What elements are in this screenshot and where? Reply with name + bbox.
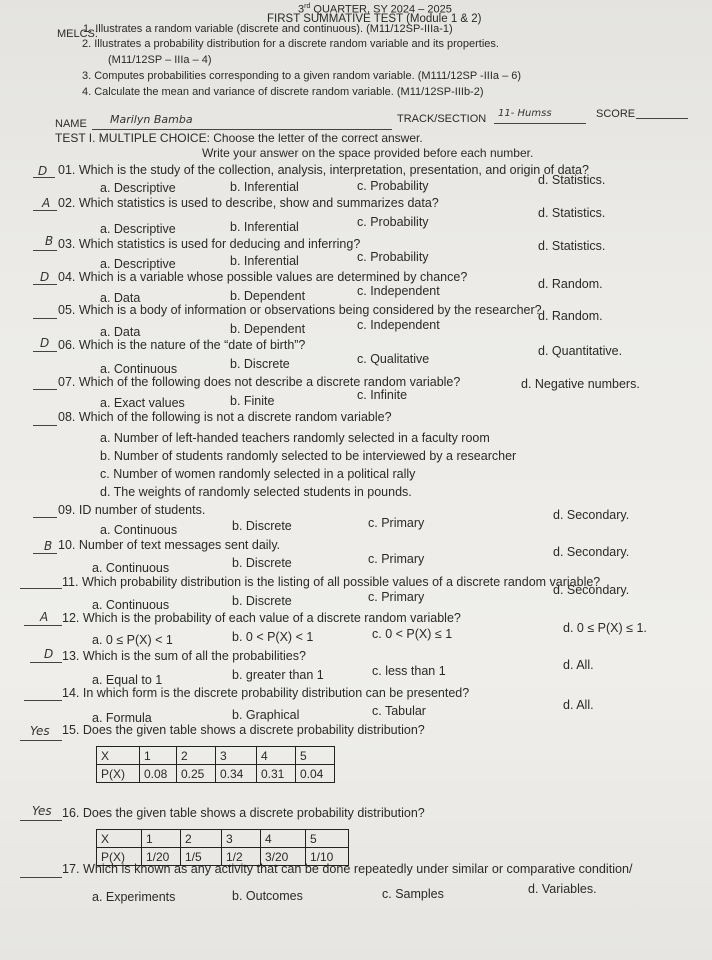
table-cell: 2 [177, 747, 216, 765]
choice-c: c. Probability [357, 215, 429, 229]
choice-b: b. Number of students randomly selected to be interviewed by a researcher [100, 449, 517, 463]
table-header-x: X [97, 830, 142, 848]
choice-c: c. Primary [368, 590, 425, 604]
choice-d: d. Negative numbers. [521, 377, 640, 391]
table-cell: 5 [296, 747, 335, 765]
choice-a: a. Continuous [92, 598, 170, 612]
choice-a: a. Continuous [100, 523, 178, 537]
choice-c: c. Primary [368, 516, 425, 530]
choice-d: d. Statistics. [538, 173, 606, 187]
answer-blank[interactable] [20, 740, 62, 741]
answer-blank[interactable] [33, 284, 57, 285]
table-cell: 1/2 [222, 848, 261, 866]
name-value[interactable]: Marilyn Bamba [110, 113, 193, 126]
answer-blank[interactable] [33, 351, 57, 352]
answer-15[interactable]: Yes [30, 724, 50, 738]
name-line [92, 129, 392, 130]
track-line [494, 123, 586, 124]
table-cell: 2 [181, 830, 222, 848]
melc-4: 4. Calculate the mean and variance of discrete random variable. (M11/12SP-IIIb-2) [82, 86, 484, 98]
choice-d: d. Statistics. [538, 239, 606, 253]
question-02: 02. Which statistics is used to describe, show and summarizes data? [58, 196, 439, 210]
answer-04[interactable]: D [40, 270, 50, 284]
answer-blank[interactable] [24, 625, 62, 626]
melc-3: 3. Computes probabilities corresponding to a given random variable. (M111/12SP -IIIa – 6) [82, 70, 522, 82]
answer-01[interactable]: D [38, 164, 48, 178]
choice-c: c. Qualitative [357, 352, 430, 366]
answer-10[interactable]: B [44, 539, 53, 553]
choice-d: d. All. [563, 658, 594, 672]
choice-a: a. Descriptive [100, 222, 176, 236]
choice-b: b. 0 < P(X) < 1 [232, 630, 314, 644]
table-cell: 0.31 [257, 765, 296, 783]
table-cell: 3/20 [261, 848, 306, 866]
name-label: NAME [55, 118, 87, 130]
choice-c: c. less than 1 [372, 664, 446, 678]
choice-c: c. Independent [357, 318, 440, 332]
table-cell: 1/10 [306, 848, 349, 866]
table-cell: 3 [222, 830, 261, 848]
choice-c: c. Samples [382, 887, 444, 901]
choice-a: a. Experiments [92, 890, 176, 904]
table-cell: 0.08 [140, 765, 177, 783]
question-08: 08. Which of the following is not a discrete random variable? [58, 410, 392, 424]
choice-d: d. Statistics. [538, 206, 606, 220]
question-11: 11. Which probability distribution is the listing of all possible values of a discrete random variable? [62, 575, 601, 589]
question-03: 03. Which statistics is used for deducing and inferring? [58, 237, 361, 251]
test-heading: TEST I. MULTIPLE CHOICE: Choose the letter of the correct answer. [55, 131, 423, 145]
question-12: 12. Which is the probability of each value of a discrete random variable? [62, 611, 461, 625]
choice-b: b. Inferential [230, 254, 299, 268]
choice-d: d. Quantitative. [538, 344, 623, 358]
table-cell: 1 [140, 747, 177, 765]
question-16: 16. Does the given table shows a discrete probability distribution? [62, 806, 425, 820]
table-cell: 0.04 [296, 765, 335, 783]
answer-blank[interactable] [20, 588, 62, 589]
choice-c: c. 0 < P(X) ≤ 1 [372, 627, 453, 641]
answer-16[interactable]: Yes [32, 804, 52, 818]
answer-13[interactable]: D [44, 647, 54, 661]
answer-12[interactable]: A [40, 610, 49, 624]
question-15: 15. Does the given table shows a discrete probability distribution? [62, 723, 425, 737]
melcs-label: MELCS: [57, 28, 98, 40]
question-13: 13. Which is the sum of all the probabilities? [62, 649, 306, 663]
melc-1: 1. Illustrates a random variable (discrete and continuous). (M11/12SP-IIIa-1) [83, 23, 453, 35]
choice-c: c. Primary [368, 552, 425, 566]
answer-blank[interactable] [20, 820, 62, 821]
choice-a: a. Number of left-handed teachers randomly selected in a faculty room [100, 431, 490, 445]
answer-blank[interactable] [33, 250, 57, 251]
choice-c: c. Infinite [357, 388, 408, 402]
answer-blank[interactable] [33, 553, 57, 554]
choice-d: d. Variables. [528, 882, 597, 896]
choice-b: b. Discrete [232, 594, 292, 608]
test-title: FIRST SUMMATIVE TEST (Module 1 & 2) [267, 13, 482, 25]
choice-a: a. Continuous [92, 561, 170, 575]
answer-02[interactable]: A [42, 196, 51, 210]
choice-c: c. Tabular [372, 704, 426, 718]
choice-b: b. greater than 1 [232, 668, 324, 682]
melc-2: 2. Illustrates a probability distribution for a discrete random variable and its properties. [82, 38, 499, 50]
choice-d: d. All. [563, 698, 594, 712]
question-09: 09. ID number of students. [58, 503, 206, 517]
choice-b: b. Discrete [230, 357, 290, 371]
choice-b: b. Dependent [230, 289, 306, 303]
choice-d: d. Secondary. [553, 508, 630, 522]
choice-c: c. Probability [357, 179, 429, 193]
choice-a: a. Formula [92, 711, 152, 725]
table-header-x: X [97, 747, 140, 765]
question-07: 07. Which of the following does not describe a discrete random variable? [58, 375, 461, 389]
answer-blank[interactable] [33, 210, 57, 211]
choice-a: a. Continuous [100, 362, 178, 376]
choice-a: a. Data [100, 291, 141, 305]
answer-blank[interactable] [24, 700, 62, 701]
question-01: 01. Which is the study of the collection, analysis, interpretation, presentation, and origin of data? [58, 163, 589, 177]
choice-a: a. 0 ≤ P(X) < 1 [92, 633, 173, 647]
table-cell: 4 [261, 830, 306, 848]
choice-c: c. Probability [357, 250, 429, 264]
choice-d: d. Secondary. [553, 545, 630, 559]
answer-blank[interactable] [20, 877, 62, 878]
table-cell: 0.34 [216, 765, 257, 783]
answer-blank[interactable] [33, 318, 57, 319]
table-cell: 1 [142, 830, 181, 848]
test-subheading: Write your answer on the space provided before each number. [202, 146, 534, 160]
choice-c: c. Number of women randomly selected in a political rally [100, 467, 416, 481]
answer-blank[interactable] [33, 517, 57, 518]
choice-b: b. Discrete [232, 519, 292, 533]
answer-blank[interactable] [30, 662, 62, 663]
question-04: 04. Which is a variable whose possible values are determined by chance? [58, 270, 468, 284]
choice-d: d. Random. [538, 309, 603, 323]
choice-d: d. The weights of randomly selected students in pounds. [100, 485, 412, 499]
choice-a: a. Descriptive [100, 181, 176, 195]
choice-b: b. Outcomes [232, 889, 303, 903]
melc-2b: (M11/12SP – IIIa – 4) [108, 54, 212, 66]
probability-table-16 [96, 829, 349, 866]
choice-b: b. Inferential [230, 180, 299, 194]
choice-b: b. Inferential [230, 220, 299, 234]
question-06: 06. Which is the nature of the “date of birth”? [58, 338, 306, 352]
choice-a: a. Exact values [100, 396, 185, 410]
score-label: SCORE [596, 108, 636, 120]
table-cell: 1/20 [142, 848, 181, 866]
track-label: TRACK/SECTION [397, 113, 487, 125]
choice-b: b. Graphical [232, 708, 300, 722]
choice-b: b. Finite [230, 394, 275, 408]
table-cell: 5 [306, 830, 349, 848]
table-cell: 3 [216, 747, 257, 765]
question-17: 17. Which is known as any activity that can be done repeatedly under similar or comparative condition/ [62, 862, 633, 876]
choice-a: a. Descriptive [100, 257, 176, 271]
question-10: 10. Number of text messages sent daily. [58, 538, 281, 552]
table-header-p: P(X) [97, 848, 142, 866]
choice-a: a. Data [100, 325, 141, 339]
answer-06[interactable]: D [40, 336, 50, 350]
choice-d: d. Random. [538, 277, 603, 291]
choice-b: b. Dependent [230, 322, 306, 336]
choice-c: c. Independent [357, 284, 440, 298]
quarter-line: 3rd QUARTER, SY 2024 – 2025 [298, 3, 452, 16]
question-05: 05. Which is a body of information or observations being considered by the researcher? [58, 303, 542, 317]
probability-table-15 [96, 746, 335, 783]
answer-03[interactable]: B [45, 234, 54, 248]
score-line [636, 118, 688, 119]
choice-d: d. 0 ≤ P(X) ≤ 1. [563, 621, 647, 635]
track-value[interactable]: 11- Humss [498, 108, 552, 119]
table-cell: 4 [257, 747, 296, 765]
table-header-p: P(X) [97, 765, 140, 783]
choice-d: d. Secondary. [553, 583, 630, 597]
table-cell: 0.25 [177, 765, 216, 783]
answer-blank[interactable] [33, 389, 57, 390]
question-14: 14. In which form is the discrete probability distribution can be presented? [62, 686, 470, 700]
table-cell: 1/5 [181, 848, 222, 866]
answer-blank[interactable] [33, 425, 57, 426]
choice-b: b. Discrete [232, 556, 292, 570]
choice-a: a. Equal to 1 [92, 673, 163, 687]
